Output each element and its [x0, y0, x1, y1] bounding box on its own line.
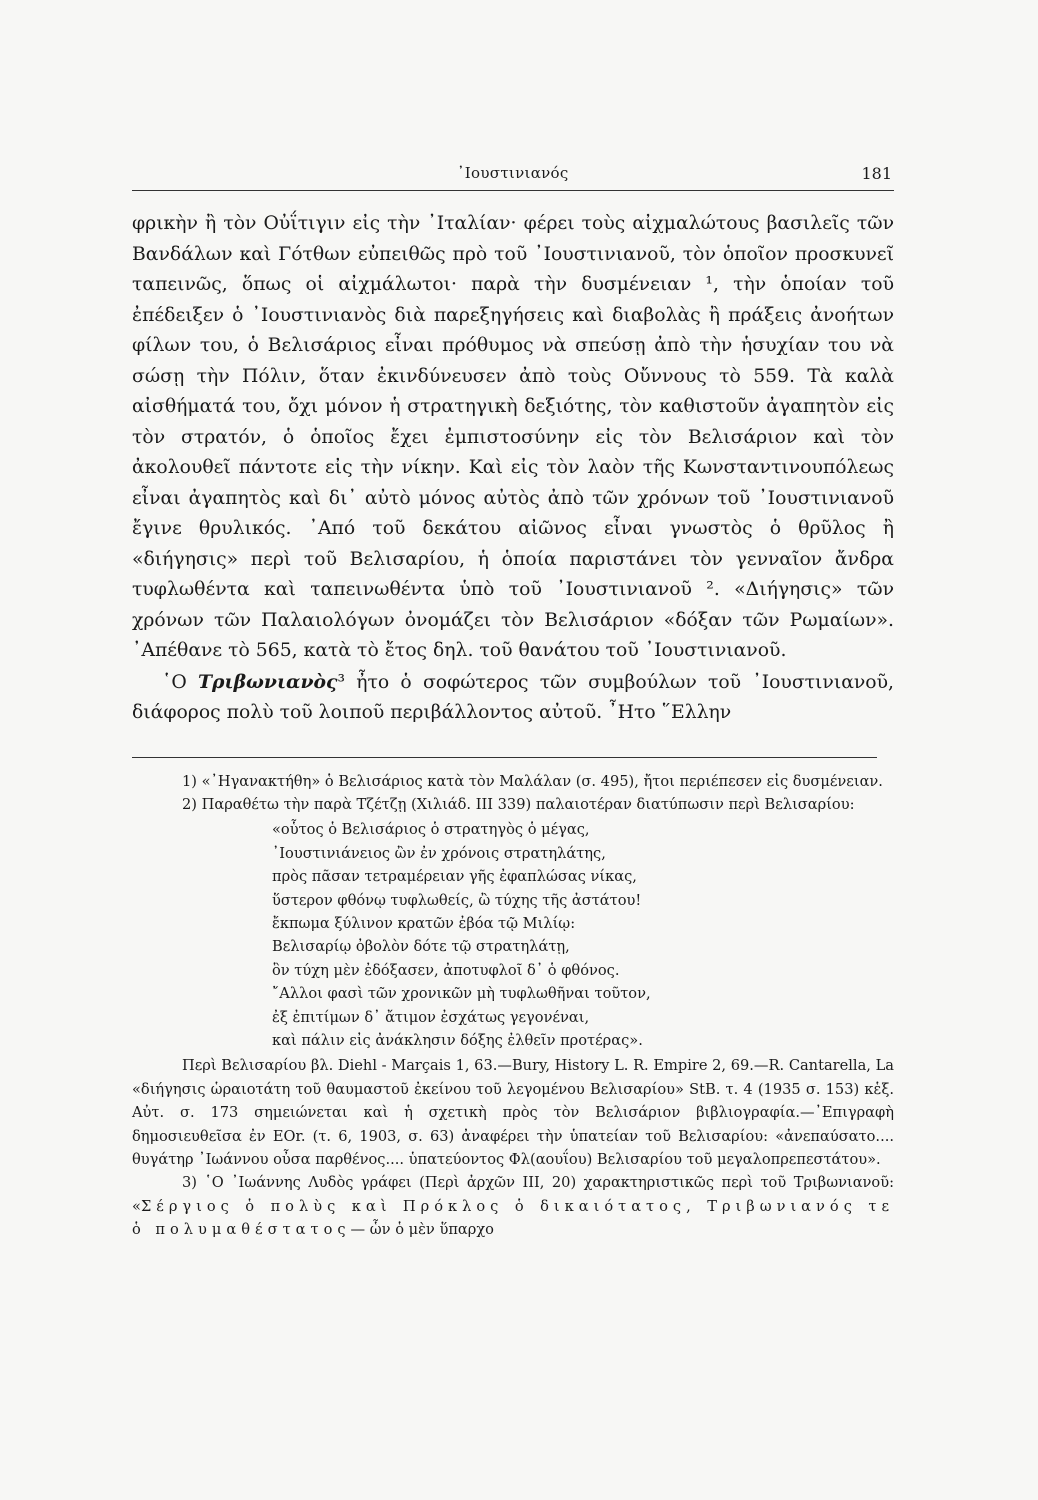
poem-line: ἐξ ἐπιτίμων δ᾿ ἄτιμον ἐσχάτως γεγονέναι,: [272, 1008, 590, 1026]
running-title: ᾿Ιουστινιανός: [457, 164, 569, 182]
poem-line: πρὸς πᾶσαν τετραμέρειαν γῆς ἐφαπλώσας νίκας,: [272, 868, 637, 886]
footnote-3-lead: 3) ῾Ο ᾿Ιωάννης Λυδὸς γράφει (Περὶ ἀρχῶν III, 20) χαρακτηριστικῶς περὶ τοῦ Τριβωνιανοῦ: «: [132, 1174, 894, 1215]
footnote-3: [132, 1171, 894, 1241]
footnote-3-tail: — ὧν ὁ μὲν ὕπαρχο: [350, 1221, 494, 1239]
poem-line: «οὗτος ὁ Βελισάριος ὁ στρατηγὸς ὁ μέγας,: [272, 821, 590, 839]
para-lead: ῾Ο: [162, 671, 199, 693]
footnote-3-spaced-quote: Σέργιος ὁ πολὺς καὶ Πρόκλος ὁ δικαιότατος, Τριβωνιανός τε ὁ πολυμαθέστατος: [132, 1197, 894, 1239]
tzetzes-poem: [272, 818, 894, 1052]
footnote-divider: [132, 757, 877, 758]
page-header: [132, 160, 894, 191]
para-rest: ³ ἦτο ὁ σοφώτερος τῶν συμβούλων τοῦ ᾿Ιουστινιανοῦ, διάφορος πολὺ τοῦ λοιποῦ περιβάλλοντος αὐτοῦ. ῏Ητο ῞Ελλην: [132, 671, 894, 723]
poem-line: καὶ πάλιν εἰς ἀνάκλησιν δόξης ἐλθεῖν προτέρας».: [272, 1031, 643, 1049]
footnote-2-intro: 2) Παραθέτω τὴν παρὰ Τζέτζῃ (Χιλιάδ. III 339) παλαιοτέραν διατύπωσιν περὶ Βελισαρίου:: [182, 795, 855, 813]
poem-line: ἔκπωμα ξύλινον κρατῶν ἐβόα τῷ Μιλίῳ:: [272, 914, 576, 932]
body-paragraph: φρικὴν ἢ τὸν Οὐΐτιγιν εἰς τὴν ᾿Ιταλίαν· φέρει τοὺς αἰχμαλώτους βασιλεῖς τῶν Βανδάλων καὶ Γότθων εὐπειθῶς πρὸ τοῦ ᾿Ιουστινιανοῦ, τὸν ὁποῖον προσκυνεῖ ταπεινῶς, ὅπως οἱ αἰχμάλωτοι· παρὰ τὴν δυσμένειαν ¹, τὴν ὁποίαν τοῦ ἐπέδειξεν ὁ ᾿Ιουστινιανὸς διὰ παρεξηγήσεις καὶ διαβολὰς ἢ πράξεις ἀνοήτων φίλων του, ὁ Βελισάριος εἶναι πρόθυμος νὰ σπεύσῃ ἀπὸ τὴν ἡσυχίαν του νὰ σώσῃ τὴν Πόλιν, ὅταν ἐκινδύνευσεν ἀπὸ τοὺς Οὔννους τὸ 559. Τὰ καλὰ αἰσθήματά του, ὄχι μόνον ἡ στρατηγικὴ δεξιότης, τὸν καθιστοῦν ἀγαπητὸν εἰς τὸν στρατόν, ὁ ὁποῖος ἔχει ἐμπιστοσύνην εἰς τὸν Βελισάριον καὶ τὸν ἀκολουθεῖ πάντοτε εἰς τὴν νίκην. Καὶ εἰς τὸν λαὸν τῆς Κωνσταντινουπόλεως εἶναι ἀγαπητὸς καὶ δι᾿ αὐτὸ μόνος αὐτὸς ἀπὸ τῶν χρόνων τοῦ ᾿Ιουστινιανοῦ ἔγινε θρυλικός. ᾿Από τοῦ δεκάτου αἰῶνος εἶναι γνωστὸς ὁ θρῦλος ἢ «διήγησις» περὶ τοῦ Βελισαρίου, ἡ ὁποία παριστάνει τὸν γενναῖον ἄνδρα τυφλωθέντα καὶ ταπεινωθέντα ὑπὸ τοῦ ᾿Ιουστινιανοῦ ². «Διήγησις» τῶν χρόνων τῶν Παλαιολόγων ὀνομάζει τὸν Βελισάριον «δόξαν τῶν Ρωμαίων». ᾿Απέθανε τὸ 565, κατὰ τὸ ἔτος δηλ. τοῦ θανάτου τοῦ ᾿Ιουστινιανοῦ.: [132, 213, 894, 661]
poem-line: ῎Αλλοι φασὶ τῶν χρονικῶν μὴ τυφλωθῆναι τοῦτον,: [272, 985, 651, 1003]
footnote-2-references: Περὶ Βελισαρίου βλ. Diehl - Marçais 1, 63.—Bury, History L. R. Empire 2, 69.—R. Cantarella, La «διήγησις ὡραιοτάτη τοῦ θαυμαστοῦ ἐκείνου τοῦ λεγομένου Βελισαρίου» StB. τ. 4 (1935 σ. 153) κἑξ. Αὐτ. σ. 173 σημειώνεται καὶ ἡ σχετικὴ πρὸς τὸν Βελισάριον βιβλιογραφία.—᾿Επιγραφὴ δημοσιευθεῖσα ἐν ΕΟr. (τ. 6, 1903, σ. 63) ἀναφέρει τὴν ὑπατείαν τοῦ Βελισαρίου: «ἀνεπαύσατο.... θυγάτηρ ᾿Ιωάννου οὖσα παρθένος.... ὑπατεύοντος Φλ(αουΐου) Βελισαρίου τοῦ μεγαλοπρεπεστάτου».: [132, 1057, 894, 1168]
tribonian-name: Τριβωνιανὸς: [198, 670, 338, 693]
page-number: 181: [861, 164, 892, 183]
footnotes: [132, 770, 894, 1242]
poem-line: ὕστερον φθόνῳ τυφλωθείς, ὢ τύχης τῆς ἀστάτου!: [272, 891, 642, 909]
poem-line: ᾿Ιουστινιάνειος ὢν ἐν χρόνοις στρατηλάτης,: [272, 844, 606, 862]
body-paragraph-tribonian: [132, 667, 894, 729]
main-text: [132, 209, 894, 729]
poem-line: Βελισαρίῳ ὀβολὸν δότε τῷ στρατηλάτῃ,: [272, 938, 570, 956]
book-page: [132, 160, 894, 1242]
footnote-1: 1) «᾿Ηγανακτήθη» ὁ Βελισάριος κατὰ τὸν Μαλάλαν (σ. 495), ἤτοι περιέπεσεν εἰς δυσμένειαν.: [182, 772, 883, 790]
poem-line: ὃν τύχη μὲν ἐδόξασεν, ἀποτυφλοῖ δ᾿ ὁ φθόνος.: [272, 961, 620, 979]
